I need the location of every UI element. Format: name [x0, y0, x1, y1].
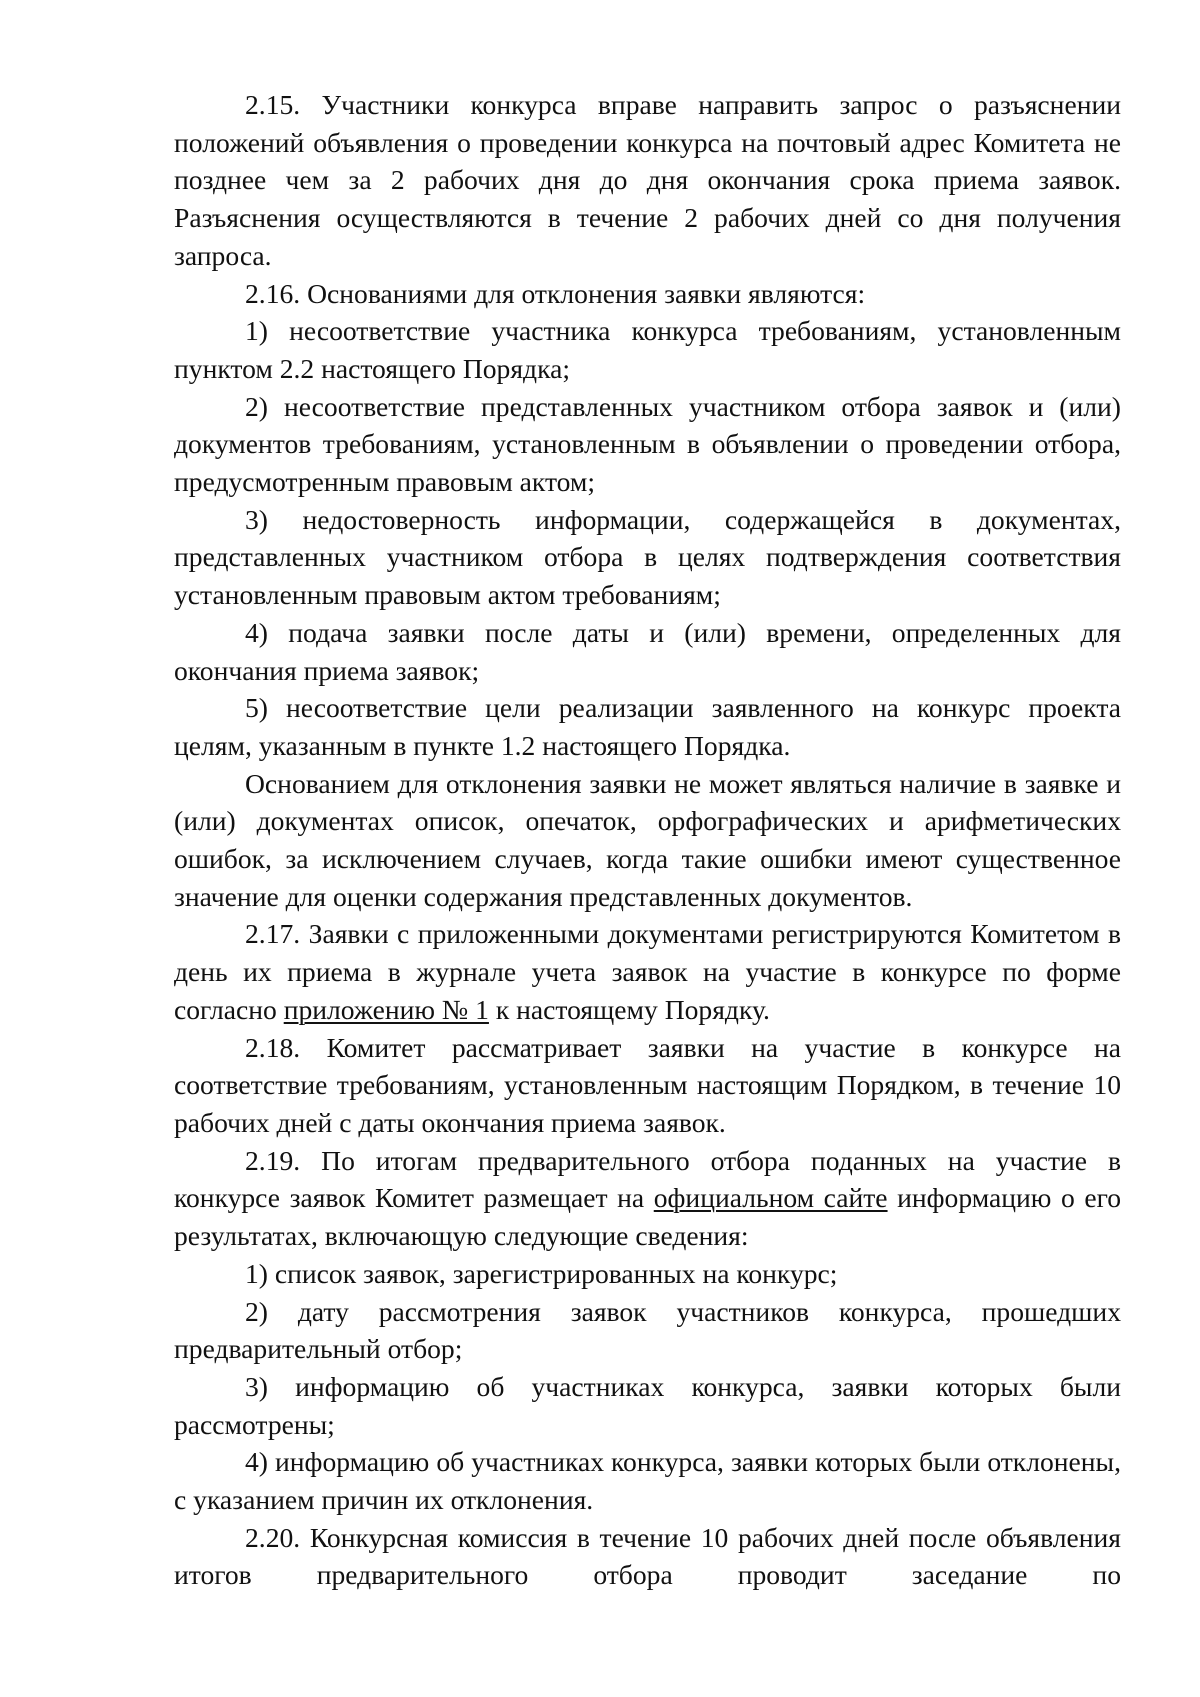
list-item-2-19-1: 1) список заявок, зарегистрированных на конкурс; — [245, 1257, 838, 1289]
paragraph-2-20: 2.20. Конкурсная комиссия в течение 10 рабочих дней после объявления итогов предварительного отбора проводит заседание по — [174, 1521, 1121, 1591]
list-item-2-19-2: 2) дату рассмотрения заявок участников конкурса, прошедших предварительный отбор; — [174, 1295, 1121, 1365]
list-item-2-16-4: 4) подача заявки после даты и (или) времени, определенных для окончания приема заявок; — [174, 616, 1121, 686]
paragraph-2-17-text-end: к настоящему Порядку. — [488, 993, 770, 1025]
list-item-2-19-4: 4) информацию об участниках конкурса, заявки которых были отклонены, с указанием причин их отклонения. — [174, 1446, 1121, 1516]
document-body — [174, 86, 1121, 1594]
paragraph-2-17-text: 2.17. Заявки с приложенными документами регистрируются Комитетом в день их приема в журнале учета заявок на участие в конкурсе по форме согласно — [174, 918, 1121, 1025]
paragraph-2-19 — [174, 1142, 1121, 1255]
appendix-1-link[interactable]: приложению № 1 — [283, 993, 489, 1025]
paragraph-2-16-note: Основанием для отклонения заявки не может являться наличие в заявке и (или) документах описок, опечаток, орфографических и арифметических ошибок, за исключением случаев, когда такие ошибки имеют существенное значение для оценки содержания представленных документов. — [174, 767, 1121, 912]
paragraph-2-15: 2.15. Участники конкурса вправе направить запрос о разъяснении положений объявления о проведении конкурса на почтовый адрес Комитета не позднее чем за 2 рабочих дня до дня окончания срока приема заявок. Разъяснения осуществляются в течение 2 рабочих дней со дня получения запроса. — [174, 89, 1121, 271]
official-site-link[interactable]: официальном сайте — [653, 1182, 888, 1214]
paragraph-2-17 — [174, 915, 1121, 1028]
paragraph-2-18: 2.18. Комитет рассматривает заявки на участие в конкурсе на соответствие требованиям, установленным настоящим Порядком, в течение 10 рабочих дней с даты окончания приема заявок. — [174, 1031, 1121, 1138]
list-item-2-16-1: 1) несоответствие участника конкурса требованиям, установленным пунктом 2.2 настоящего Порядка; — [174, 315, 1121, 384]
paragraph-2-16: 2.16. Основаниями для отклонения заявки являются: — [245, 277, 866, 309]
paragraph-2-19-text-end: информацию о его результатах, включающую следующие сведения: — [174, 1182, 1122, 1252]
list-item-2-16-3: 3) недостоверность информации, содержащейся в документах, представленных участником отбора в целях подтверждения соответствия установленным правовым актом требованиям; — [174, 503, 1121, 611]
paragraph-2-19-text: 2.19. По итогам предварительного отбора поданных на участие в конкурсе заявок Комитет размещает на — [174, 1144, 1121, 1214]
list-item-2-19-3: 3) информацию об участниках конкурса, заявки которых были рассмотрены; — [174, 1370, 1121, 1440]
list-item-2-16-2: 2) несоответствие представленных участником отбора заявок и (или) документов требованиям, установленным в объявлении о проведении отбора, предусмотренным правовым актом; — [174, 390, 1121, 498]
list-item-2-16-5: 5) несоответствие цели реализации заявленного на конкурс проекта целям, указанным в пункте 1.2 настоящего Порядка. — [174, 692, 1121, 761]
